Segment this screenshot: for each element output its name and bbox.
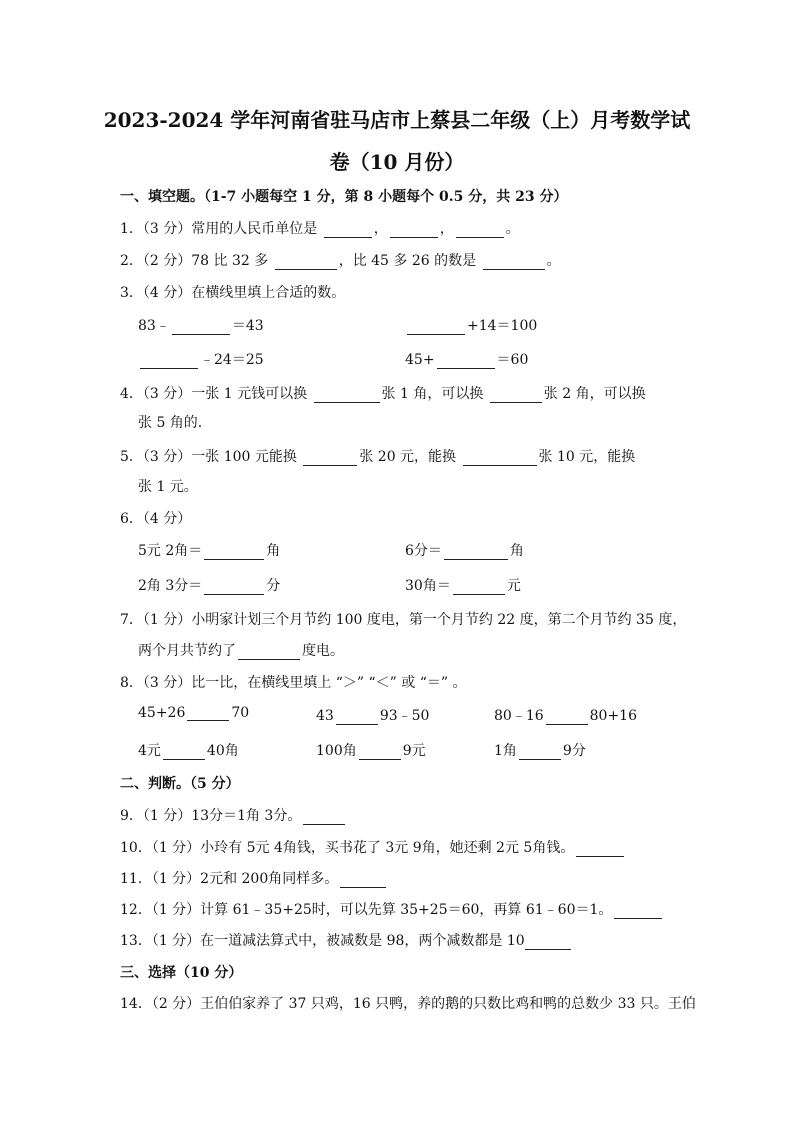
q8-item-3-post: 80+16 (589, 708, 637, 724)
q3-item-2 (405, 315, 537, 335)
q2-blank-2[interactable] (483, 254, 545, 270)
q1-blank-2[interactable] (390, 222, 438, 238)
q7-line2 (138, 640, 344, 660)
question-4 (120, 383, 646, 403)
q10-blank[interactable] (576, 841, 624, 857)
q8-item-2-post: 93﹣50 (379, 708, 430, 724)
q11-text: 11．（1 分）2元和 200角同样多。 (120, 871, 339, 887)
question-5 (120, 446, 635, 466)
q6-item-2 (405, 540, 524, 560)
question-3-head: 3．（4 分）在横线里填上合适的数。 (120, 285, 346, 301)
q3-item-4 (405, 349, 528, 369)
q8-blank-2[interactable] (336, 709, 378, 725)
q9-blank[interactable] (303, 809, 345, 825)
q3-item-3 (138, 349, 264, 369)
q2-text-b: ，比 45 多 26 的数是 (338, 253, 477, 269)
q2-text-a: 2．（2 分）78 比 32 多 (120, 253, 269, 269)
q5-text-a: 5．（3 分）一张 100 元能换 (120, 449, 297, 465)
question-2 (120, 250, 561, 270)
q9-text: 9．（1 分）13分＝1角 3分。 (120, 808, 302, 824)
q8-item-2-pre: 43 (316, 708, 334, 724)
section-fill-in: 一、填空题。（1-7 小题每空 1 分，第 8 小题每个 0.5 分，共 23 分） (120, 189, 568, 205)
q8-blank-1[interactable] (187, 705, 229, 721)
q8-item-3-pre: 80﹣16 (494, 708, 544, 724)
q8-item-4-post: 40角 (206, 743, 239, 759)
q3-item-1-post: ＝43 (231, 318, 264, 334)
q2-end: 。 (546, 253, 561, 269)
q10-text: 10．（1 分）小玲有 5元 4角钱，买书花了 3元 9角，她还剩 2元 5角钱。 (120, 840, 575, 856)
q6-item-4-pre: 30角＝ (405, 578, 451, 594)
q6-item-1 (138, 540, 280, 560)
q1-sep2: ， (439, 221, 454, 237)
q6-item-1-pre: 5元 2角＝ (138, 543, 203, 559)
q12-blank[interactable] (614, 903, 662, 919)
q8-item-5 (316, 740, 426, 760)
q1-blank-3[interactable] (456, 222, 504, 238)
q3-item-2-post: +14＝100 (467, 318, 538, 334)
q8-item-6-pre: 1角 (494, 743, 517, 759)
q3-item-4-post: ＝60 (496, 352, 529, 368)
q8-item-4 (138, 740, 239, 760)
q8-item-1 (138, 705, 249, 721)
q8-blank-4[interactable] (163, 744, 205, 760)
q8-blank-3[interactable] (546, 709, 588, 725)
q8-item-5-post: 9元 (402, 743, 426, 759)
q5-blank-1[interactable] (303, 450, 357, 466)
question-8-head: 8．（3 分）比一比，在横线里填上 “＞” “＜” 或 “＝” 。 (120, 675, 467, 691)
q7-blank[interactable] (238, 644, 300, 660)
q5-text-b: 张 20 元，能换 (359, 449, 457, 465)
q3-blank-4[interactable] (437, 353, 495, 369)
q3-blank-3[interactable] (140, 353, 198, 369)
q3-blank-2[interactable] (407, 319, 465, 335)
q11-blank[interactable] (340, 872, 386, 888)
q7-text-b: 两个月共节约了 (138, 643, 236, 659)
q6-item-4-post: 元 (506, 578, 521, 594)
page-title-line1: 2023-2024 学年河南省驻马店市上蔡县二年级（上）月考数学试 (103, 108, 691, 132)
q1-text: 1．（3 分）常用的人民币单位是 (120, 221, 318, 237)
question-11 (120, 868, 388, 888)
q6-item-2-pre: 6分＝ (405, 543, 442, 559)
q3-item-1-pre: 83﹣ (138, 318, 170, 334)
q5-blank-2[interactable] (463, 450, 537, 466)
q12-text: 12．（1 分）计算 61﹣35+25时，可以先算 35+25＝60，再算 61﹣60＝1。 (120, 902, 613, 918)
q4-text-c: 张 2 角，可以换 (543, 386, 646, 402)
q6-blank-3[interactable] (204, 579, 264, 595)
question-12 (120, 899, 664, 919)
q4-text-b: 张 1 角，可以换 (381, 386, 484, 402)
q3-item-3-post: ﹣24＝25 (200, 352, 264, 368)
question-9 (120, 805, 347, 825)
q6-item-2-post: 角 (509, 543, 524, 559)
page-title-line2: 卷（10 月份） (329, 150, 465, 174)
q1-end: 。 (505, 221, 520, 237)
q8-item-6-post: 9分 (562, 743, 586, 759)
q4-text-d: 张 5 角的. (138, 415, 203, 431)
q6-blank-4[interactable] (453, 579, 505, 595)
q5-text-c: 张 10 元，能换 (538, 449, 636, 465)
section-judge: 二、判断。（5 分） (120, 776, 240, 792)
q6-item-3-post: 分 (266, 578, 281, 594)
q6-item-3 (138, 575, 280, 595)
q6-item-4 (405, 575, 521, 595)
q1-sep1: ， (373, 221, 388, 237)
q8-blank-5[interactable] (359, 744, 401, 760)
q4-text-a: 4．（3 分）一张 1 元钱可以换 (120, 386, 308, 402)
q8-item-4-pre: 4元 (138, 743, 161, 759)
q6-item-3-pre: 2角 3分＝ (138, 578, 203, 594)
q6-item-1-post: 角 (266, 543, 281, 559)
q13-text: 13．（1 分）在一道减法算式中，被减数是 98，两个减数都是 10 (120, 933, 525, 949)
q2-blank-1[interactable] (275, 254, 337, 270)
q8-item-1-pre: 45+26 (138, 705, 186, 721)
q8-item-1-post: 70 (231, 705, 250, 721)
q8-item-2 (316, 705, 429, 725)
q3-item-1 (138, 315, 264, 335)
q6-blank-2[interactable] (444, 544, 508, 560)
q5-text-d: 张 1 元。 (138, 479, 198, 495)
q8-item-5-pre: 100角 (316, 743, 357, 759)
q6-blank-1[interactable] (204, 544, 264, 560)
q4-blank-1[interactable] (314, 387, 380, 403)
question-1 (120, 218, 520, 238)
q1-blank-1[interactable] (324, 222, 372, 238)
question-6-head: 6．（4 分） (120, 511, 192, 527)
question-10 (120, 837, 626, 857)
q3-item-4-pre: 45+ (405, 352, 435, 368)
q3-blank-1[interactable] (172, 319, 230, 335)
q7-text-c: 度电。 (302, 643, 344, 659)
q8-item-3 (494, 705, 637, 725)
question-14: 14．（2 分）王伯伯家养了 37 只鸡，16 只鸭，养的鹅的只数比鸡和鸭的总数少 33 只。王伯 (120, 996, 696, 1012)
section-choice: 三、选择（10 分） (120, 965, 243, 981)
question-13 (120, 930, 573, 950)
q8-item-6 (494, 740, 586, 760)
q4-blank-2[interactable] (490, 387, 542, 403)
q8-blank-6[interactable] (519, 744, 561, 760)
question-7: 7．（1 分）小明家计划三个月节约 100 度电，第一个月节约 22 度，第二个月节约 35 度， (120, 612, 687, 628)
q13-blank[interactable] (525, 934, 571, 950)
